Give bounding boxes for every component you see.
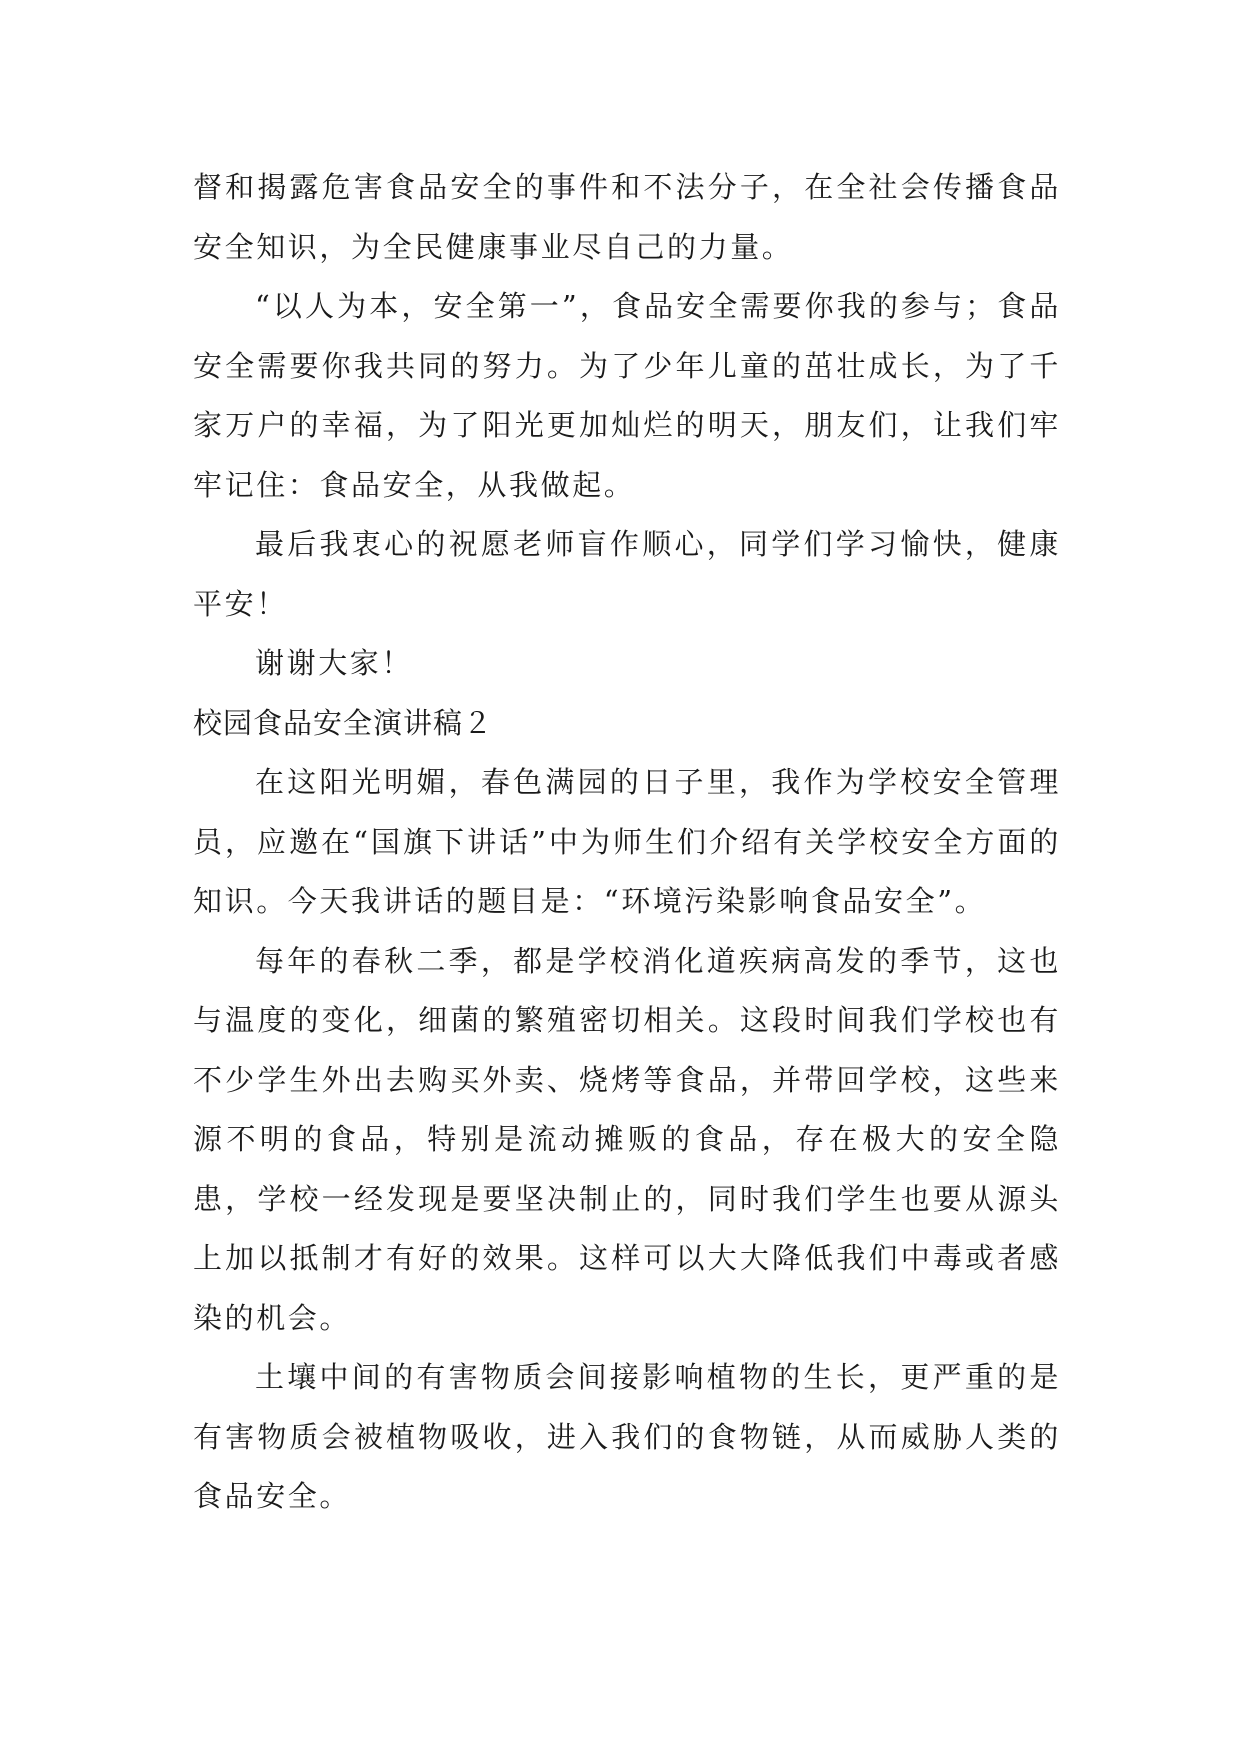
paragraph-thanks: 谢谢大家！ — [255, 646, 414, 680]
paragraph-wishes: 最后我衷心的祝愿老师盲作顺心，同学们学习愉快，健康平安！ — [193, 527, 1061, 621]
document-body — [193, 158, 1061, 1527]
paragraph-seasons: 每年的春秋二季，都是学校消化道疾病高发的季节，这也与温度的变化，细菌的繁殖密切相关。这段时间我们学校也有不少学生外出去购买外卖、烧烤等食品，并带回学校，这些来源不明的食品，特别是流动摊贩的食品，存在极大的安全隐患，学校一经发现是要坚决制止的，同时我们学生也要从源头上加以抵制才有好的效果。这样可以大大降低我们中毒或者感染的机会。 — [193, 943, 1061, 1335]
paragraph-intro: 在这阳光明媚，春色满园的日子里，我作为学校安全管理员，应邀在“国旗下讲话”中为师生们介绍有关学校安全方面的知识。今天我讲话的题目是：“环境污染影响食品安全”。 — [193, 765, 1061, 918]
paragraph-soil: 土壤中间的有害物质会间接影响植物的生长，更严重的是有害物质会被植物吸收，进入我们的食物链，从而威胁人类的食品安全。 — [193, 1360, 1061, 1513]
paragraph-slogan: “以人为本，安全第一”，食品安全需要你我的参与；食品安全需要你我共同的努力。为了少年儿童的茁壮成长，为了千家万户的幸福，为了阳光更加灿烂的明天，朋友们，让我们牢牢记住：食品安全，从我做起。 — [193, 289, 1061, 502]
paragraph-continuation: 督和揭露危害食品安全的事件和不法分子，在全社会传播食品安全知识，为全民健康事业尽自己的力量。 — [193, 170, 1061, 264]
section-heading: 校园食品安全演讲稿２ — [193, 705, 494, 740]
